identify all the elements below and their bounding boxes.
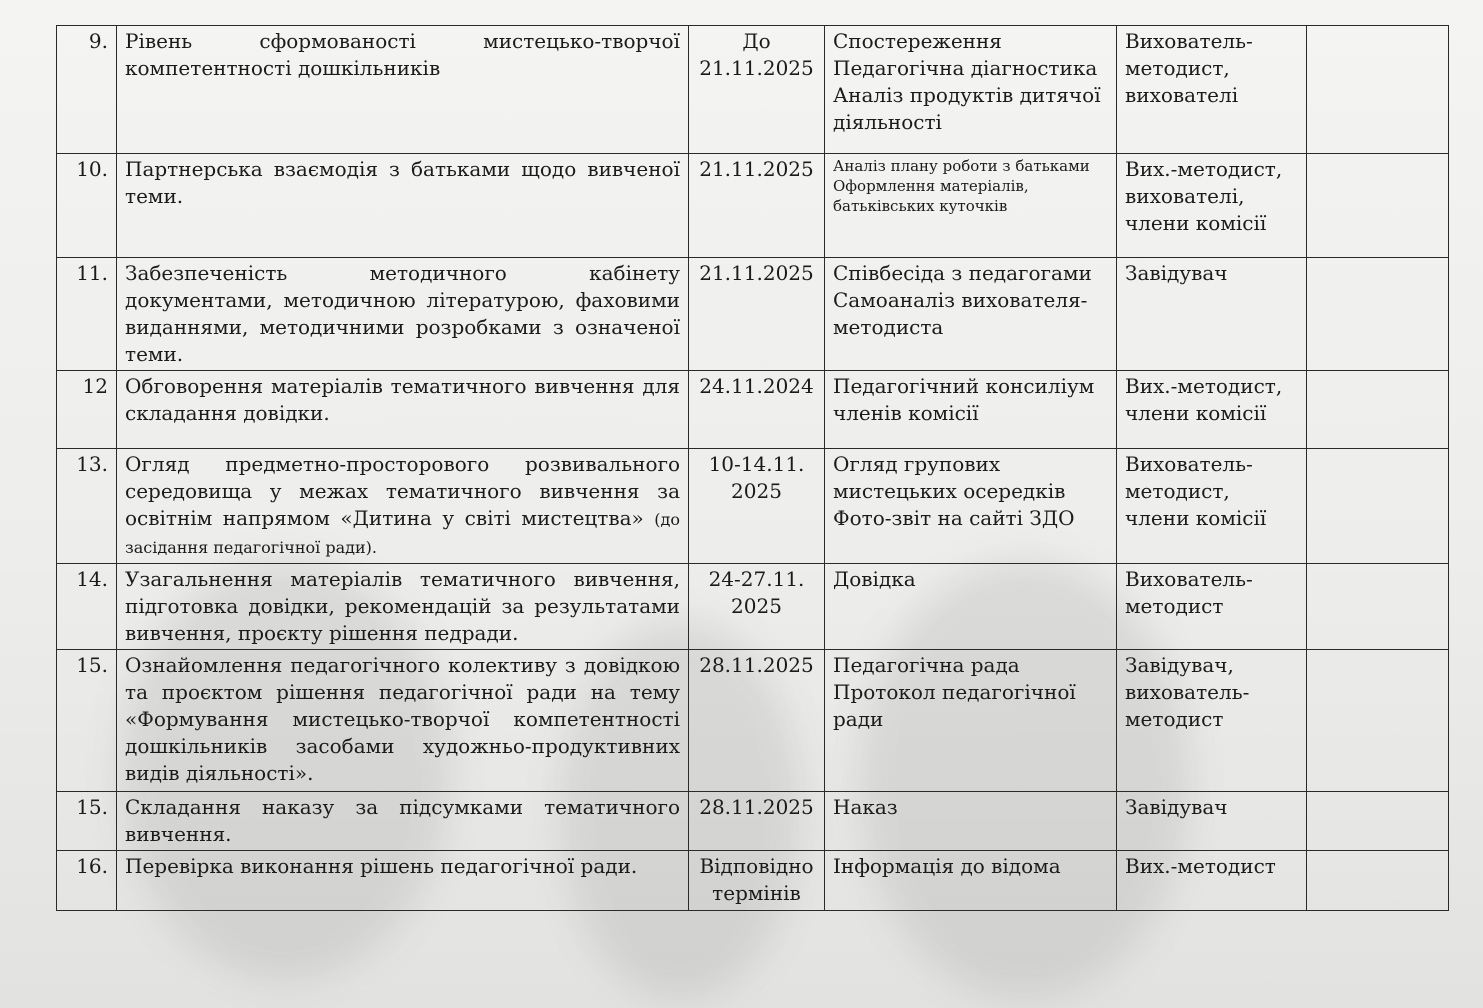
table-row — [57, 650, 1449, 792]
form-line: Наказ — [833, 795, 898, 819]
row-number: 9. — [57, 26, 117, 154]
row-number: 11. — [57, 258, 117, 371]
row-number: 13. — [57, 449, 117, 564]
row-content-text: Огляд предметно-просторового розвивального середовища у межах тематичного вивчення за освітнім напрямом «Дитина у світі мистецтва» — [125, 452, 680, 530]
row-form — [825, 258, 1117, 371]
row-date: 10-14.11. 2025 — [689, 449, 825, 564]
row-note-empty — [1307, 564, 1449, 650]
plan-table — [56, 25, 1449, 911]
form-line: Огляд групових мистецьких осередків — [833, 452, 1066, 503]
form-line: Педагогічна діагностика — [833, 56, 1098, 80]
row-number: 15. — [57, 792, 117, 851]
row-responsible: Вих.-методист, вихователі, члени комісії — [1117, 154, 1307, 258]
row-date: До 21.11.2025 — [689, 26, 825, 154]
row-number: 16. — [57, 851, 117, 911]
row-responsible: Завідувач, вихователь-методист — [1117, 650, 1307, 792]
table-row — [57, 26, 1449, 154]
row-note-empty — [1307, 650, 1449, 792]
row-content: Перевірка виконання рішень педагогічної ради. — [117, 851, 689, 911]
table-row — [57, 851, 1449, 911]
form-line: Педагогічний консиліум членів комісії — [833, 374, 1095, 425]
form-line: Довідка — [833, 567, 916, 591]
row-form — [825, 792, 1117, 851]
row-responsible: Вихователь-методист — [1117, 564, 1307, 650]
row-number: 12 — [57, 371, 117, 449]
row-form — [825, 650, 1117, 792]
row-content: Складання наказу за підсумками тематичного вивчення. — [117, 792, 689, 851]
form-line: Самоаналіз вихователя-методиста — [833, 288, 1088, 339]
row-number: 10. — [57, 154, 117, 258]
form-line: Спостереження — [833, 29, 1002, 53]
row-form — [825, 851, 1117, 911]
row-note-empty — [1307, 371, 1449, 449]
row-responsible: Вих.-методист, члени комісії — [1117, 371, 1307, 449]
row-number: 14. — [57, 564, 117, 650]
row-content-note: (до засідання педагогічної ради). — [125, 510, 680, 557]
table-row — [57, 792, 1449, 851]
row-form — [825, 26, 1117, 154]
row-form — [825, 564, 1117, 650]
form-line: Аналіз продуктів дитячої діяльності — [833, 83, 1101, 134]
row-date: Відповідно термінів — [689, 851, 825, 911]
form-line: Фото-звіт на сайті ЗДО — [833, 506, 1075, 530]
row-content: Партнерська взаємодія з батьками щодо вивченої теми. — [117, 154, 689, 258]
row-date: 21.11.2025 — [689, 154, 825, 258]
row-note-empty — [1307, 449, 1449, 564]
row-date: 28.11.2025 — [689, 650, 825, 792]
row-responsible: Вих.-методист — [1117, 851, 1307, 911]
row-form — [825, 154, 1117, 258]
row-content: Забезпеченість методичного кабінету документами, методичною літературою, фаховими виданнями, методичними розробками з означеної теми. — [117, 258, 689, 371]
row-responsible: Завідувач — [1117, 792, 1307, 851]
row-date: 24.11.2024 — [689, 371, 825, 449]
row-responsible: Вихователь-методист, вихователі — [1117, 26, 1307, 154]
row-date: 28.11.2025 — [689, 792, 825, 851]
row-note-empty — [1307, 851, 1449, 911]
row-note-empty — [1307, 258, 1449, 371]
row-content: Обговорення матеріалів тематичного вивчення для складання довідки. — [117, 371, 689, 449]
form-line: Протокол педагогічної ради — [833, 680, 1076, 731]
row-form — [825, 449, 1117, 564]
row-content: Рівень сформованості мистецько-творчої компетентності дошкільників — [117, 26, 689, 154]
row-content — [117, 449, 689, 564]
row-number: 15. — [57, 650, 117, 792]
table-row — [57, 449, 1449, 564]
row-note-empty — [1307, 26, 1449, 154]
row-responsible: Вихователь-методист, члени комісії — [1117, 449, 1307, 564]
row-content: Узагальнення матеріалів тематичного вивчення, підготовка довідки, рекомендацій за результатами вивчення, проєкту рішення педради. — [117, 564, 689, 650]
form-line: Аналіз плану роботи з батьками — [833, 157, 1090, 175]
form-line: Педагогічна рада — [833, 653, 1020, 677]
row-note-empty — [1307, 792, 1449, 851]
row-date: 24-27.11. 2025 — [689, 564, 825, 650]
row-responsible: Завідувач — [1117, 258, 1307, 371]
row-form — [825, 371, 1117, 449]
form-line: Інформація до відома — [833, 854, 1061, 878]
form-line: Оформлення матеріалів, батьківських куточків — [833, 177, 1029, 215]
table-row — [57, 371, 1449, 449]
table-row — [57, 154, 1449, 258]
table-row — [57, 564, 1449, 650]
form-line: Співбесіда з педагогами — [833, 261, 1092, 285]
row-date: 21.11.2025 — [689, 258, 825, 371]
row-content: Ознайомлення педагогічного колективу з довідкою та проєктом рішення педагогічної ради на тему «Формування мистецько-творчої компетентності дошкільників засобами художньо-продуктивних видів діяльності». — [117, 650, 689, 792]
row-note-empty — [1307, 154, 1449, 258]
table-row — [57, 258, 1449, 371]
